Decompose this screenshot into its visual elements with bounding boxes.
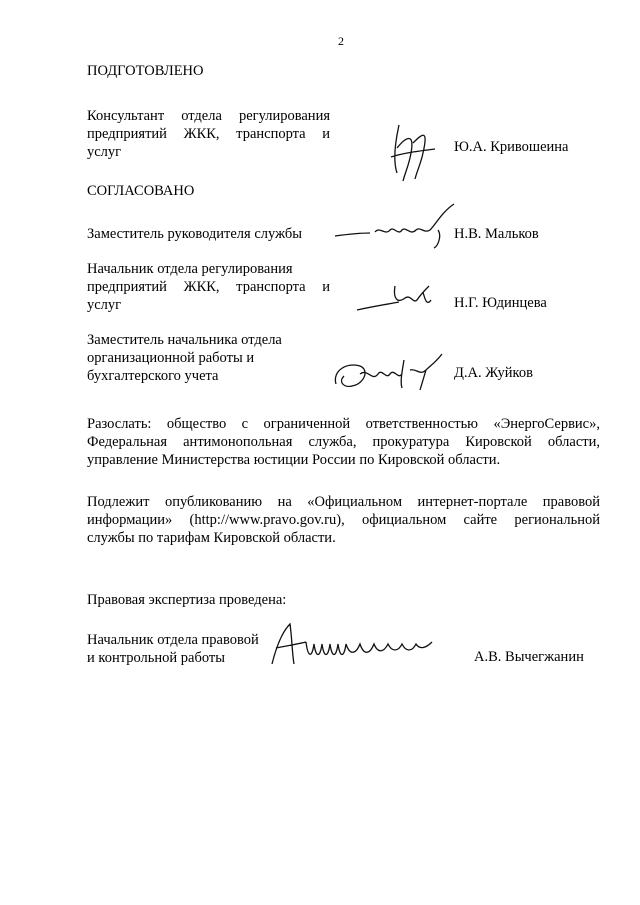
paragraph-line: информации» (http://www.pravo.gov.ru), официальном сайте региональной bbox=[87, 512, 600, 528]
paragraph-line: Подлежит опубликованию на «Официальном интернет-портале правовой bbox=[87, 494, 600, 510]
position-line: предприятий ЖКК, транспорта и bbox=[87, 279, 330, 295]
legal-review-name: А.В. Вычегжанин bbox=[474, 649, 584, 665]
position-line: Консультант отдела регулирования bbox=[87, 108, 330, 124]
position-line: организационной работы и bbox=[87, 350, 255, 366]
prepared-position bbox=[87, 107, 330, 161]
signer-name: Д.А. Жуйков bbox=[454, 365, 533, 381]
position-line: Начальник отдела регулирования bbox=[87, 261, 293, 277]
legal-review-position bbox=[87, 631, 259, 667]
position-line: Заместитель начальника отдела bbox=[87, 332, 282, 348]
distribution-paragraph bbox=[87, 415, 600, 469]
signature-malkov bbox=[330, 200, 460, 250]
signer-name: Н.Г. Юдинцева bbox=[454, 295, 547, 311]
position-line: Начальник отдела правовой bbox=[87, 632, 259, 648]
prepared-heading: ПОДГОТОВЛЕНО bbox=[87, 63, 204, 79]
paragraph-line: управление Министерства юстиции России по Кировской области. bbox=[87, 452, 501, 468]
signature-yudintseva bbox=[355, 280, 440, 320]
position-line: услуг bbox=[87, 297, 122, 313]
signature-kryvosheina bbox=[385, 113, 440, 188]
signer-name: Н.В. Мальков bbox=[454, 226, 539, 242]
legal-review-heading: Правовая экспертиза проведена: bbox=[87, 592, 287, 608]
position-line: и контрольной работы bbox=[87, 650, 225, 666]
signer-position bbox=[87, 260, 330, 314]
signer-position bbox=[87, 331, 330, 385]
signer-position: Заместитель руководителя службы bbox=[87, 226, 303, 242]
signature-zhuikov bbox=[330, 350, 455, 395]
agreed-heading: СОГЛАСОВАНО bbox=[87, 183, 195, 199]
paragraph-line: Федеральная антимонопольная служба, прокуратура Кировской области, bbox=[87, 434, 600, 450]
page-number: 2 bbox=[338, 34, 344, 48]
signature-vychegzhanin bbox=[262, 618, 437, 673]
position-line: бухгалтерского учета bbox=[87, 368, 219, 384]
position-line: предприятий ЖКК, транспорта и bbox=[87, 126, 330, 142]
paragraph-line: службы по тарифам Кировской области. bbox=[87, 530, 336, 546]
position-line: услуг bbox=[87, 144, 122, 160]
paragraph-line: Разослать: общество с ограниченной ответственностью «ЭнергоСервис», bbox=[87, 416, 600, 432]
publication-paragraph bbox=[87, 493, 600, 547]
prepared-name: Ю.А. Кривошеина bbox=[454, 139, 569, 155]
